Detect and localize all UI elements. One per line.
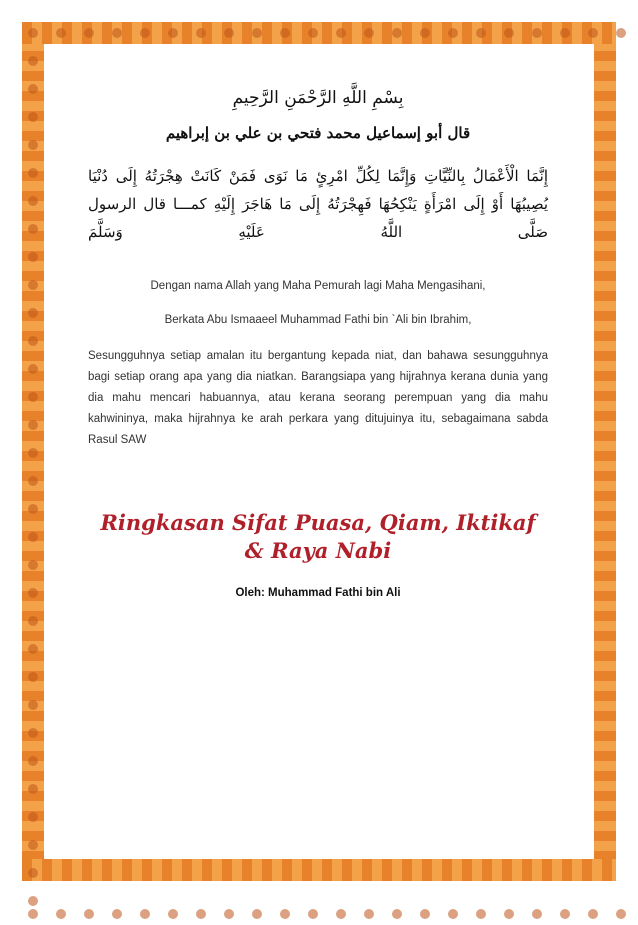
flower-motif: [28, 756, 38, 766]
flower-motif: [84, 28, 94, 38]
flower-motif: [112, 28, 122, 38]
flower-motif: [224, 28, 234, 38]
flower-motif: [28, 392, 38, 402]
flower-motif: [532, 909, 542, 919]
translation-bismillah: Dengan nama Allah yang Maha Pemurah lagi Maha Mengasihani,: [150, 280, 486, 292]
flower-motif: [28, 532, 38, 542]
flower-motif: [140, 909, 150, 919]
flower-motif: [280, 909, 290, 919]
flower-motif: [392, 28, 402, 38]
flower-motif: [28, 308, 38, 318]
flower-motif: [280, 28, 290, 38]
flower-motif: [616, 28, 626, 38]
flower-motif: [420, 28, 430, 38]
flower-motif: [476, 28, 486, 38]
title-line-1: Ringkasan Sifat Puasa, Qiam, Iktikaf: [100, 510, 536, 535]
flower-motif: [28, 560, 38, 570]
flower-motif: [28, 84, 38, 94]
flower-motif: [448, 909, 458, 919]
flower-motif: [448, 28, 458, 38]
flower-motif: [504, 909, 514, 919]
flower-motif: [196, 909, 206, 919]
flower-motif: [28, 224, 38, 234]
flower-motif: [28, 909, 38, 919]
translation-intro: Berkata Abu Ismaaeel Muhammad Fathi bin `Ali bin Ibrahim,: [164, 314, 472, 326]
flower-motif: [560, 28, 570, 38]
flower-motif: [616, 909, 626, 919]
flower-motif: [28, 504, 38, 514]
flower-motif: [28, 56, 38, 66]
arabic-intro: قال أبو إسماعيل محمد فتحي بن علي بن إبراهيم: [165, 124, 471, 142]
flower-motif: [28, 168, 38, 178]
flower-motif: [196, 28, 206, 38]
arabic-hadith: إِنَّمَا الْأَعْمَالُ بِالنِّيَّاتِ وَإِنَّمَا لِكُلِّ امْرِئٍ مَا نَوَى فَمَنْ كَانَتْ هِجْرَتُهُ إِلَى دُنْيَا يُصِيبُهَا أَوْ إِلَى امْرَأَةٍ يَنْكِحُهَا فَهِجْرَتُهُ إِلَى مَا هَاجَرَ إِلَيْهِ كمـــا قال الرسول صَلَّى اللَّهُ عَلَيْهِ وَسَلَّمَ: [88, 167, 548, 241]
flower-motif: [28, 196, 38, 206]
flower-motif: [364, 909, 374, 919]
flower-motif: [168, 28, 178, 38]
flower-motif: [28, 644, 38, 654]
flower-motif: [28, 812, 38, 822]
author-line: Oleh: Muhammad Fathi bin Ali: [235, 587, 401, 599]
flower-motif: [168, 909, 178, 919]
flower-motif: [140, 28, 150, 38]
flower-motif: [28, 728, 38, 738]
flower-motif: [476, 909, 486, 919]
flower-motif: [28, 588, 38, 598]
flower-motif: [336, 28, 346, 38]
flower-motif: [28, 896, 38, 906]
flower-motif: [28, 868, 38, 878]
flower-motif: [28, 700, 38, 710]
translation-hadith: Sesungguhnya setiap amalan itu bergantung kepada niat, dan bahawa sesungguhnya bagi setiap orang apa yang dia niatkan. Barangsiapa yang hijrahnya kerana dunia yang dia mahu mencari habuannya, atau kerana seorang perempuan yang dia mahu kahwininya, maka hijrahnya ke arah perkara yang ditujuinya itu, sebagaimana sabda Rasul SAW: [88, 350, 548, 446]
flower-motif: [252, 28, 262, 38]
flower-motif: [336, 909, 346, 919]
flower-motif: [84, 909, 94, 919]
flower-motif: [28, 140, 38, 150]
flower-motif: [28, 616, 38, 626]
flower-motif: [252, 909, 262, 919]
flower-motif: [28, 28, 38, 38]
flower-motif: [392, 909, 402, 919]
flower-motif: [28, 672, 38, 682]
bismillah-arabic: بِسْمِ اللَّهِ الرَّحْمَنِ الرَّحِيمِ: [232, 88, 404, 108]
flower-motif: [28, 784, 38, 794]
page-content: [88, 70, 548, 599]
flower-motif: [588, 909, 598, 919]
document-title: [88, 509, 548, 565]
flower-motif: [56, 909, 66, 919]
flower-motif: [28, 252, 38, 262]
flower-motif: [28, 364, 38, 374]
flower-motif: [28, 336, 38, 346]
flower-motif: [504, 28, 514, 38]
flower-motif: [28, 476, 38, 486]
flower-motif: [532, 28, 542, 38]
flower-motif: [308, 28, 318, 38]
flower-motif: [28, 112, 38, 122]
flower-motif: [224, 909, 234, 919]
flower-motif: [28, 280, 38, 290]
flower-motif: [56, 28, 66, 38]
flower-motif: [112, 909, 122, 919]
flower-motif: [28, 420, 38, 430]
flower-motif: [420, 909, 430, 919]
flower-motif: [308, 909, 318, 919]
flower-motif: [28, 840, 38, 850]
flower-motif: [560, 909, 570, 919]
flower-motif: [588, 28, 598, 38]
flower-motif: [28, 448, 38, 458]
flower-motif: [364, 28, 374, 38]
title-line-2: & Raya Nabi: [244, 538, 392, 563]
